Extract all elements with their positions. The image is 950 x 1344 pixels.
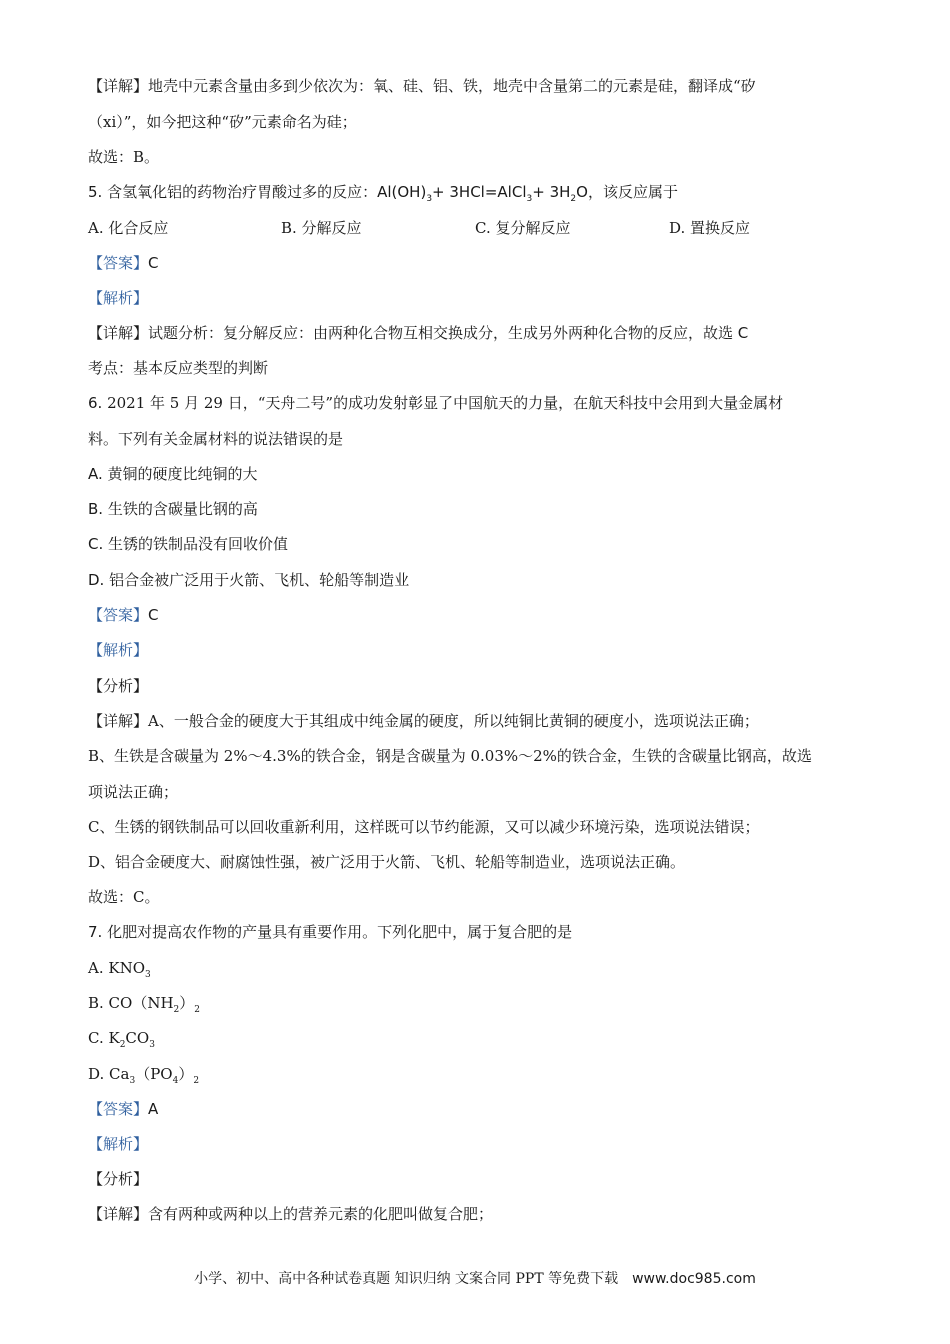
q7-option-d-sub2: 4 bbox=[172, 1076, 179, 1086]
answer-value: C bbox=[148, 606, 159, 624]
q6-stem-text: 2021 年 5 月 29 日，“天舟二号”的成功发射彰显了中国航天的力量，在航天科技中会用到大量金属材 bbox=[107, 394, 784, 412]
q6-choice: 故选：C。 bbox=[88, 888, 160, 906]
q6-option-a-letter: A. bbox=[88, 465, 108, 483]
q6-detail-5: D、铝合金硬度大、耐腐蚀性强，被广泛用于火箭、飞机、轮船等制造业，选项说法正确。 bbox=[88, 853, 686, 871]
q5-part-b: + 3HCl=AlCl bbox=[432, 183, 527, 201]
q7-option-b-paren: ） bbox=[179, 994, 195, 1012]
q7-option-d-paren: ） bbox=[178, 1065, 194, 1083]
q6-number: 6. bbox=[88, 394, 108, 412]
q5-answer bbox=[88, 253, 159, 273]
q7-option-c-sub2: 3 bbox=[149, 1040, 155, 1050]
q6-option-b bbox=[88, 499, 258, 519]
q6-detail-2: B、生铁是含碳量为 2%～4.3%的铁合金，钢是含碳量为 0.03%～2%的铁合金，生铁的含碳量比钢高，故选 bbox=[88, 747, 812, 765]
q7-option-c bbox=[88, 1028, 155, 1048]
q7-option-b-sub1: 2 bbox=[173, 1005, 180, 1015]
question-6-stem-1 bbox=[88, 393, 783, 413]
q5-option-a: A. 化合反应 bbox=[88, 219, 169, 237]
q6-answer bbox=[88, 605, 159, 625]
q6-option-a bbox=[88, 464, 258, 484]
q7-number: 7. bbox=[88, 923, 108, 941]
q7-answer bbox=[88, 1099, 158, 1119]
page-footer bbox=[0, 1269, 950, 1289]
q5-option-b: B. 分解反应 bbox=[281, 219, 362, 237]
q5-analysis-tag: 【解析】 bbox=[88, 289, 149, 307]
q7-option-a-text: A. KNO bbox=[88, 959, 145, 977]
choice-line: 故选：B。 bbox=[88, 148, 160, 166]
answer-value: C bbox=[148, 254, 159, 272]
q5-option-c: C. 复分解反应 bbox=[475, 219, 571, 237]
answer-tag: 【答案】 bbox=[88, 1100, 149, 1118]
q7-stem-text: 化肥对提高农作物的产量具有重要作用。下列化肥中，属于复合肥的是 bbox=[107, 923, 573, 941]
q5-sub-1: 3 bbox=[426, 194, 433, 204]
question-5-stem bbox=[88, 182, 678, 202]
answer-value: A bbox=[148, 1100, 159, 1118]
q6-option-b-text: 生铁的含碳量比钢的高 bbox=[107, 500, 258, 518]
q5-part-a: 5. 含氢氧化铝的药物治疗胃酸过多的反应：Al(OH) bbox=[88, 183, 427, 201]
q7-analysis-tag: 【解析】 bbox=[88, 1135, 149, 1153]
q7-option-b-text: B. CO（NH bbox=[88, 994, 174, 1012]
detail-line-2: （xi）”，如今把这种“矽”元素命名为硅； bbox=[88, 113, 357, 131]
q6-detail-4: C、生锈的钢铁制品可以回收重新利用，这样既可以节约能源，又可以减少环境污染，选项说法错误； bbox=[88, 818, 760, 836]
q7-option-c-text2: CO bbox=[125, 1029, 150, 1047]
q7-option-a bbox=[88, 958, 151, 978]
q5-option-d: D. 置换反应 bbox=[669, 219, 751, 237]
q6-option-c bbox=[88, 534, 288, 554]
q7-option-a-sub: 3 bbox=[145, 970, 151, 980]
q7-option-c-sub1: 2 bbox=[119, 1040, 126, 1050]
answer-tag: 【答案】 bbox=[88, 606, 149, 624]
q6-option-b-letter: B. bbox=[88, 500, 108, 518]
q7-option-d-sub1: 3 bbox=[129, 1076, 136, 1086]
q6-option-d bbox=[88, 570, 409, 590]
q5-part-d: O，该反应属于 bbox=[576, 183, 678, 201]
q6-fenxi-tag: 【分析】 bbox=[88, 677, 149, 695]
question-6-stem-2: 料。下列有关金属材料的说法错误的是 bbox=[88, 430, 344, 448]
q6-option-a-text: 黄铜的硬度比纯铜的大 bbox=[107, 465, 258, 483]
q5-detail-answer: C bbox=[737, 324, 749, 342]
q6-option-c-letter: C. bbox=[88, 535, 109, 553]
q5-kaodian: 考点：基本反应类型的判断 bbox=[88, 359, 269, 377]
question-7-stem bbox=[88, 922, 572, 942]
q6-option-d-letter: D. bbox=[88, 571, 110, 589]
q7-option-d-text: D. Ca bbox=[88, 1065, 130, 1083]
q5-detail bbox=[88, 323, 748, 343]
q7-option-c-text: C. K bbox=[88, 1029, 120, 1047]
q7-fenxi-tag: 【分析】 bbox=[88, 1170, 149, 1188]
q7-option-b bbox=[88, 993, 200, 1013]
q6-detail-1: 【详解】A、一般合金的硬度大于其组成中纯金属的硬度，所以纯铜比黄铜的硬度小，选项说法正确； bbox=[88, 712, 759, 730]
q7-detail-1: 【详解】含有两种或两种以上的营养元素的化肥叫做复合肥； bbox=[88, 1205, 494, 1223]
q5-part-c: + 3H bbox=[532, 183, 571, 201]
q5-sub-2: 3 bbox=[526, 194, 533, 204]
q6-option-c-text: 生锈的铁制品没有回收价值 bbox=[108, 535, 289, 553]
q7-option-d bbox=[88, 1064, 199, 1084]
answer-tag: 【答案】 bbox=[88, 254, 149, 272]
footer-text: 小学、初中、高中各种试卷真题 知识归纳 文案合同 PPT 等免费下载 bbox=[194, 1271, 619, 1287]
q6-option-d-text: 铝合金被广泛用于火箭、飞机、轮船等制造业 bbox=[109, 571, 410, 589]
footer-url-link[interactable]: www.doc985.com bbox=[632, 1271, 756, 1287]
q6-analysis-tag: 【解析】 bbox=[88, 641, 149, 659]
q7-option-d-text2: （PO bbox=[135, 1065, 173, 1083]
q5-detail-text: 【详解】试题分析：复分解反应：由两种化合物互相交换成分，生成另外两种化合物的反应，故选 bbox=[88, 324, 738, 342]
detail-line-1: 【详解】地壳中元素含量由多到少依次为：氧、硅、铝、铁，地壳中含量第二的元素是硅，翻译成“矽 bbox=[88, 77, 756, 95]
q7-option-b-sub2: 2 bbox=[194, 1005, 201, 1015]
q6-detail-3: 项说法正确； bbox=[88, 783, 179, 801]
q7-option-d-sub3: 2 bbox=[193, 1076, 200, 1086]
q5-sub-3: 2 bbox=[570, 194, 577, 204]
